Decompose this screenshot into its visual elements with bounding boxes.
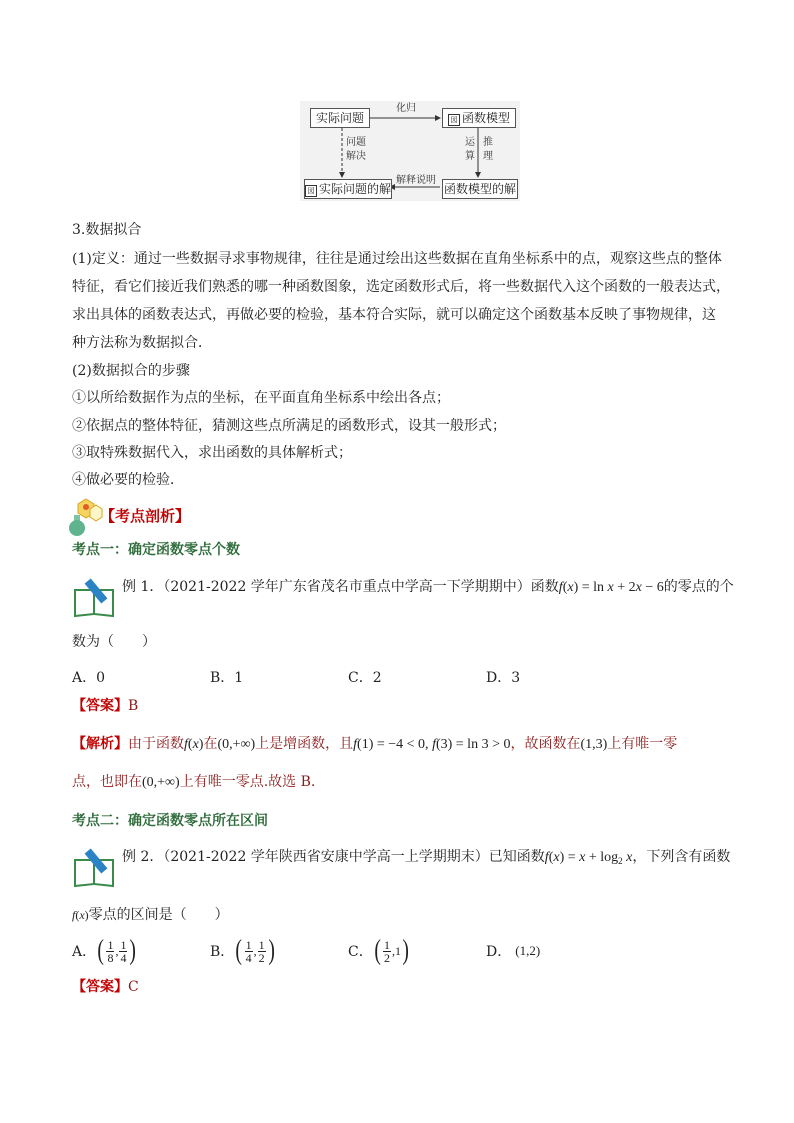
analysis-1-line2: 点，也即在(0,+∞)上有唯一零点.故选 B. [72,774,316,790]
label-tui: 推 [483,137,493,148]
example-1-line2: 数为（ ） [72,634,156,650]
example-1: 例 1．（2021-2022 学年广东省茂名市重点中学高一下学期期中）函数f(x) = ln x + 2x − 6的零点的个 [122,579,734,595]
step-item: ③取特殊数据代入，求出函数的具体解析式； [72,445,352,461]
choice-c[interactable]: C． ( $\frac{1}{2}$ ,1 ) [348,935,409,966]
analysis-1-line1: 【解析】由于函数f(x)在(0,+∞)上是增函数，且f(1) = −4 < 0, f(3) = ln 3 > 0，故函数在(1,3)上有唯一零 [72,736,678,752]
kaodian-header [66,497,266,537]
kaodian-title: 【考点剖析】 [100,507,191,525]
definition-line: 求出具体的函数表达式，再做必要的检验，基本符合实际，就可以确定这个函数基本反映了事物规律，这 [72,307,716,323]
label-jieshi: 解释说明 [396,175,436,186]
step-item: ②依据点的整体特征，猜测这些点所满足的函数形式，设其一般形式； [72,418,506,434]
definition-line: 特征，看它们接近我们熟悉的哪一种函数图象，选定函数形式后，将一些数据代入这个函数的一般表达式， [72,279,730,295]
label-huagui: 化归 [396,103,416,114]
label-wenti: 问题 [346,137,366,148]
box-real-solution: 図 实际问题的解 [304,179,392,199]
step-item: ①以所给数据作为点的坐标，在平面直角坐标系中绘出各点； [72,390,450,406]
choice-c[interactable]: C．2 [348,670,382,686]
box-marker-icon: 図 [448,114,460,126]
book-pencil-icon [72,578,118,618]
formula: f [558,580,563,595]
section-heading: 3.数据拟合 [72,222,142,238]
steps-heading: (2)数据拟合的步骤 [72,363,190,379]
book-pencil-icon [72,848,118,888]
box-model-solution: 函数模型的解 [442,179,518,199]
choice-d[interactable]: D．3 [486,670,521,686]
label-yun: 运 [465,137,475,148]
answer-1: 【答案】B [72,698,139,714]
definition-line: (1)定义：通过一些数据寻求事物规律，往往是通过绘出这些数据在直角坐标系中的点，观察这些点的整体 [72,251,722,267]
label-jiejue: 解决 [346,151,366,162]
flowchart-diagram [300,101,520,201]
answer-2: 【答案】C [72,979,139,995]
topic-title: 考点二：确定函数零点所在区间 [72,813,268,829]
choice-a[interactable]: A． ( $\frac{1}{8}$ , $\frac{1}{4}$ ) [72,935,137,966]
label-li: 理 [483,151,493,162]
step-item: ④做必要的检验． [72,472,184,488]
choice-d[interactable]: D． (1,2) [486,943,541,960]
example-2-line2: f(x)零点的区间是（ ） [72,907,229,923]
example-2: 例 2．（2021-2022 学年陕西省安康中学高一上学期期末）已知函数$f(x) = x + \log_2 x$，下列含有函数 [122,849,731,866]
choice-a[interactable]: A．0 [72,670,106,686]
topic-title: 考点一：确定函数零点个数 [72,542,240,558]
choice-b[interactable]: B．1 [210,670,244,686]
box-function-model: 図 函数模型 [442,108,516,128]
box-marker-icon: 図 [305,185,317,197]
definition-line: 种方法称为数据拟合． [72,335,212,351]
label-suan: 算 [465,151,475,162]
choice-b[interactable]: B． ( $\frac{1}{4}$ , $\frac{1}{2}$ ) [210,935,275,966]
box-real-problem: 实际问题 [310,108,370,128]
